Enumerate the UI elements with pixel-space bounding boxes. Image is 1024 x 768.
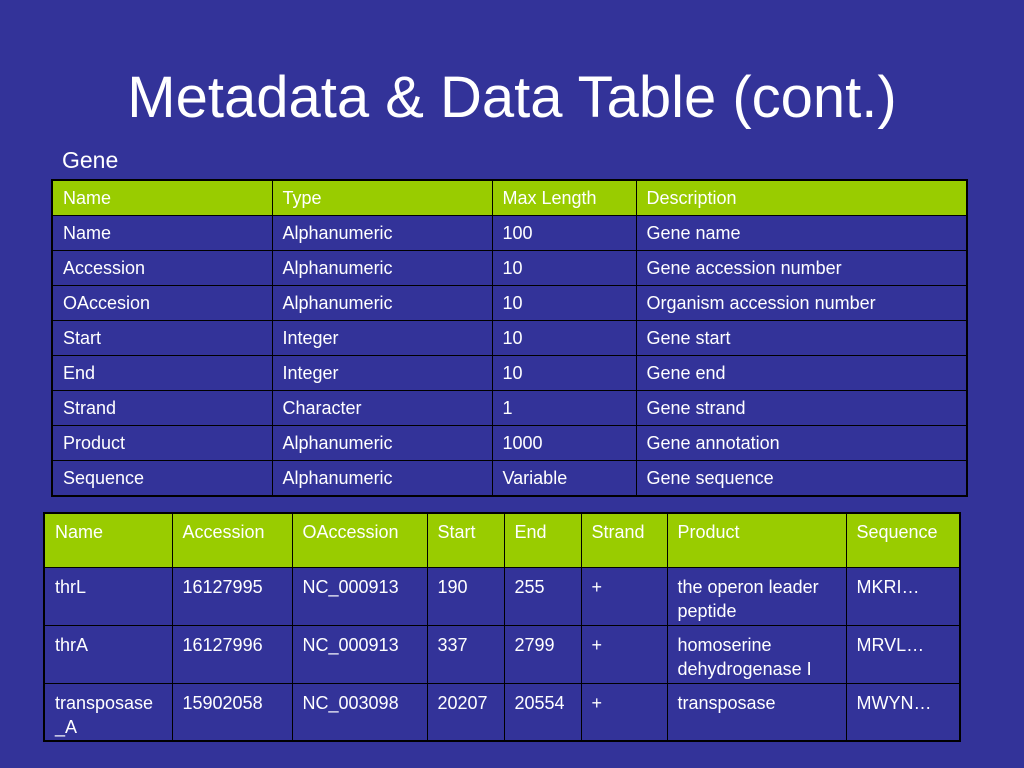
section-label-gene: Gene [62, 147, 119, 173]
records-header-cell: OAccession [292, 513, 427, 567]
records-header-cell: Name [44, 513, 172, 567]
records-cell: thrA [44, 625, 172, 683]
records-header-cell: Sequence [846, 513, 960, 567]
records-cell: 255 [504, 567, 581, 625]
schema-cell: OAccesion [52, 286, 272, 321]
schema-cell: Strand [52, 391, 272, 426]
records-cell: + [581, 683, 667, 741]
records-row [44, 567, 960, 625]
schema-row [52, 251, 967, 286]
records-cell: NC_000913 [292, 567, 427, 625]
records-cell: + [581, 625, 667, 683]
schema-cell: Sequence [52, 461, 272, 497]
schema-cell: Variable [492, 461, 636, 497]
schema-cell: 10 [492, 286, 636, 321]
schema-cell: Organism accession number [636, 286, 967, 321]
schema-row [52, 356, 967, 391]
schema-cell: Gene accession number [636, 251, 967, 286]
records-table [43, 512, 961, 742]
schema-cell: Character [272, 391, 492, 426]
records-cell: the operon leader peptide [667, 567, 846, 625]
schema-cell: Gene start [636, 321, 967, 356]
schema-cell: Gene strand [636, 391, 967, 426]
schema-row [52, 321, 967, 356]
records-cell: transposase [667, 683, 846, 741]
schema-cell: Alphanumeric [272, 286, 492, 321]
schema-cell: 10 [492, 356, 636, 391]
schema-cell: Alphanumeric [272, 251, 492, 286]
records-cell: 16127995 [172, 567, 292, 625]
schema-row [52, 286, 967, 321]
schema-cell: 100 [492, 216, 636, 251]
schema-cell: 10 [492, 321, 636, 356]
schema-cell: 10 [492, 251, 636, 286]
schema-row [52, 216, 967, 251]
records-cell: + [581, 567, 667, 625]
slide-title: Metadata & Data Table (cont.) [127, 65, 897, 130]
schema-header-row [52, 180, 967, 216]
schema-cell: Gene sequence [636, 461, 967, 497]
records-cell: 2799 [504, 625, 581, 683]
schema-cell: Alphanumeric [272, 216, 492, 251]
records-header-cell: End [504, 513, 581, 567]
schema-table [51, 179, 968, 497]
records-cell: 20207 [427, 683, 504, 741]
schema-cell: 1000 [492, 426, 636, 461]
records-cell: transposase_A [44, 683, 172, 741]
records-cell: 16127996 [172, 625, 292, 683]
records-header-cell: Start [427, 513, 504, 567]
schema-cell: Gene end [636, 356, 967, 391]
schema-cell: Product [52, 426, 272, 461]
schema-cell: Gene name [636, 216, 967, 251]
schema-header-cell: Type [272, 180, 492, 216]
records-cell: 20554 [504, 683, 581, 741]
records-header-cell: Accession [172, 513, 292, 567]
schema-header-cell: Description [636, 180, 967, 216]
records-cell: 337 [427, 625, 504, 683]
schema-cell: Name [52, 216, 272, 251]
records-cell: thrL [44, 567, 172, 625]
schema-cell: Integer [272, 321, 492, 356]
records-cell: homoserine dehydrogenase I [667, 625, 846, 683]
schema-cell: Integer [272, 356, 492, 391]
schema-cell: Gene annotation [636, 426, 967, 461]
schema-header-cell: Name [52, 180, 272, 216]
schema-cell: Start [52, 321, 272, 356]
records-cell: NC_003098 [292, 683, 427, 741]
schema-cell: Alphanumeric [272, 426, 492, 461]
schema-header-cell: Max Length [492, 180, 636, 216]
records-header-cell: Product [667, 513, 846, 567]
records-cell: MRVL… [846, 625, 960, 683]
records-cell: MWYN… [846, 683, 960, 741]
records-cell: MKRI… [846, 567, 960, 625]
schema-row [52, 391, 967, 426]
schema-row [52, 461, 967, 497]
records-header-row [44, 513, 960, 567]
schema-row [52, 426, 967, 461]
schema-cell: End [52, 356, 272, 391]
records-cell: 15902058 [172, 683, 292, 741]
records-cell: 190 [427, 567, 504, 625]
records-cell: NC_000913 [292, 625, 427, 683]
records-header-cell: Strand [581, 513, 667, 567]
schema-cell: 1 [492, 391, 636, 426]
schema-cell: Alphanumeric [272, 461, 492, 497]
records-row [44, 625, 960, 683]
records-row [44, 683, 960, 741]
schema-cell: Accession [52, 251, 272, 286]
